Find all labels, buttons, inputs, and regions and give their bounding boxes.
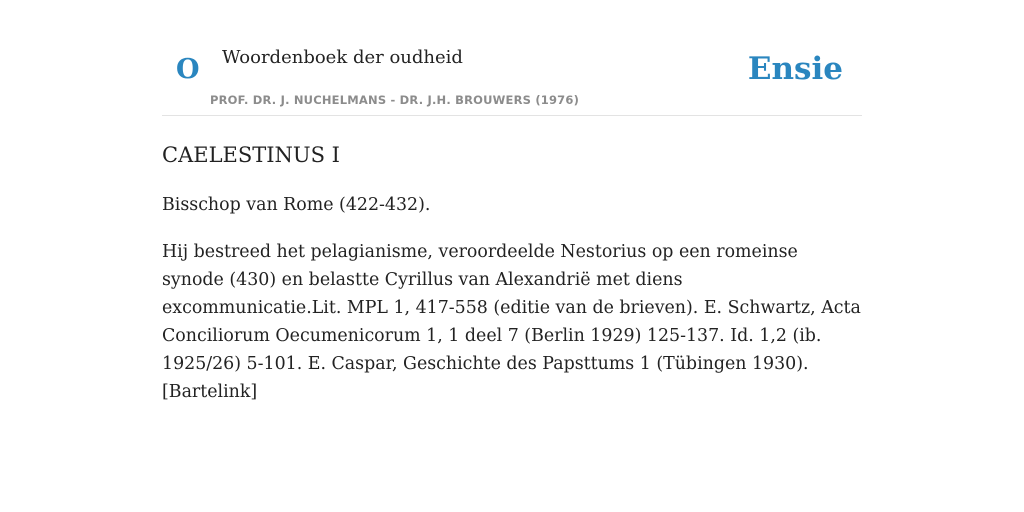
entry-content	[162, 138, 862, 406]
book-title[interactable]: Woordenboek der oudheid	[222, 47, 463, 68]
index-letter[interactable]: O	[176, 54, 200, 85]
book-authors: PROF. DR. J. NUCHELMANS - DR. J.H. BROUWERS (1976)	[210, 93, 580, 107]
entry-title: CAELESTINUS I	[162, 143, 340, 167]
entry-paragraph-2: Hij bestreed het pelagianisme, veroordeelde Nestorius op een romeinse synode (430) en belastte Cyrillus van Alexandrië met diens excommunicatie.Lit. MPL 1, 417-558 (editie van de brieven). E. Schwartz, Acta Conciliorum Oecumenicorum 1, 1 deel 7 (Berlin 1929) 125-137. Id. 1,2 (ib. 1925/26) 5-101. E. Caspar, Geschichte des Papsttums 1 (Tübingen 1930). [Bartelink]	[162, 242, 861, 402]
book-header	[162, 34, 862, 116]
entry-paragraph-1: Bisschop van Rome (422-432).	[162, 195, 431, 215]
ensie-logo-link[interactable]: Ensie	[747, 51, 843, 87]
